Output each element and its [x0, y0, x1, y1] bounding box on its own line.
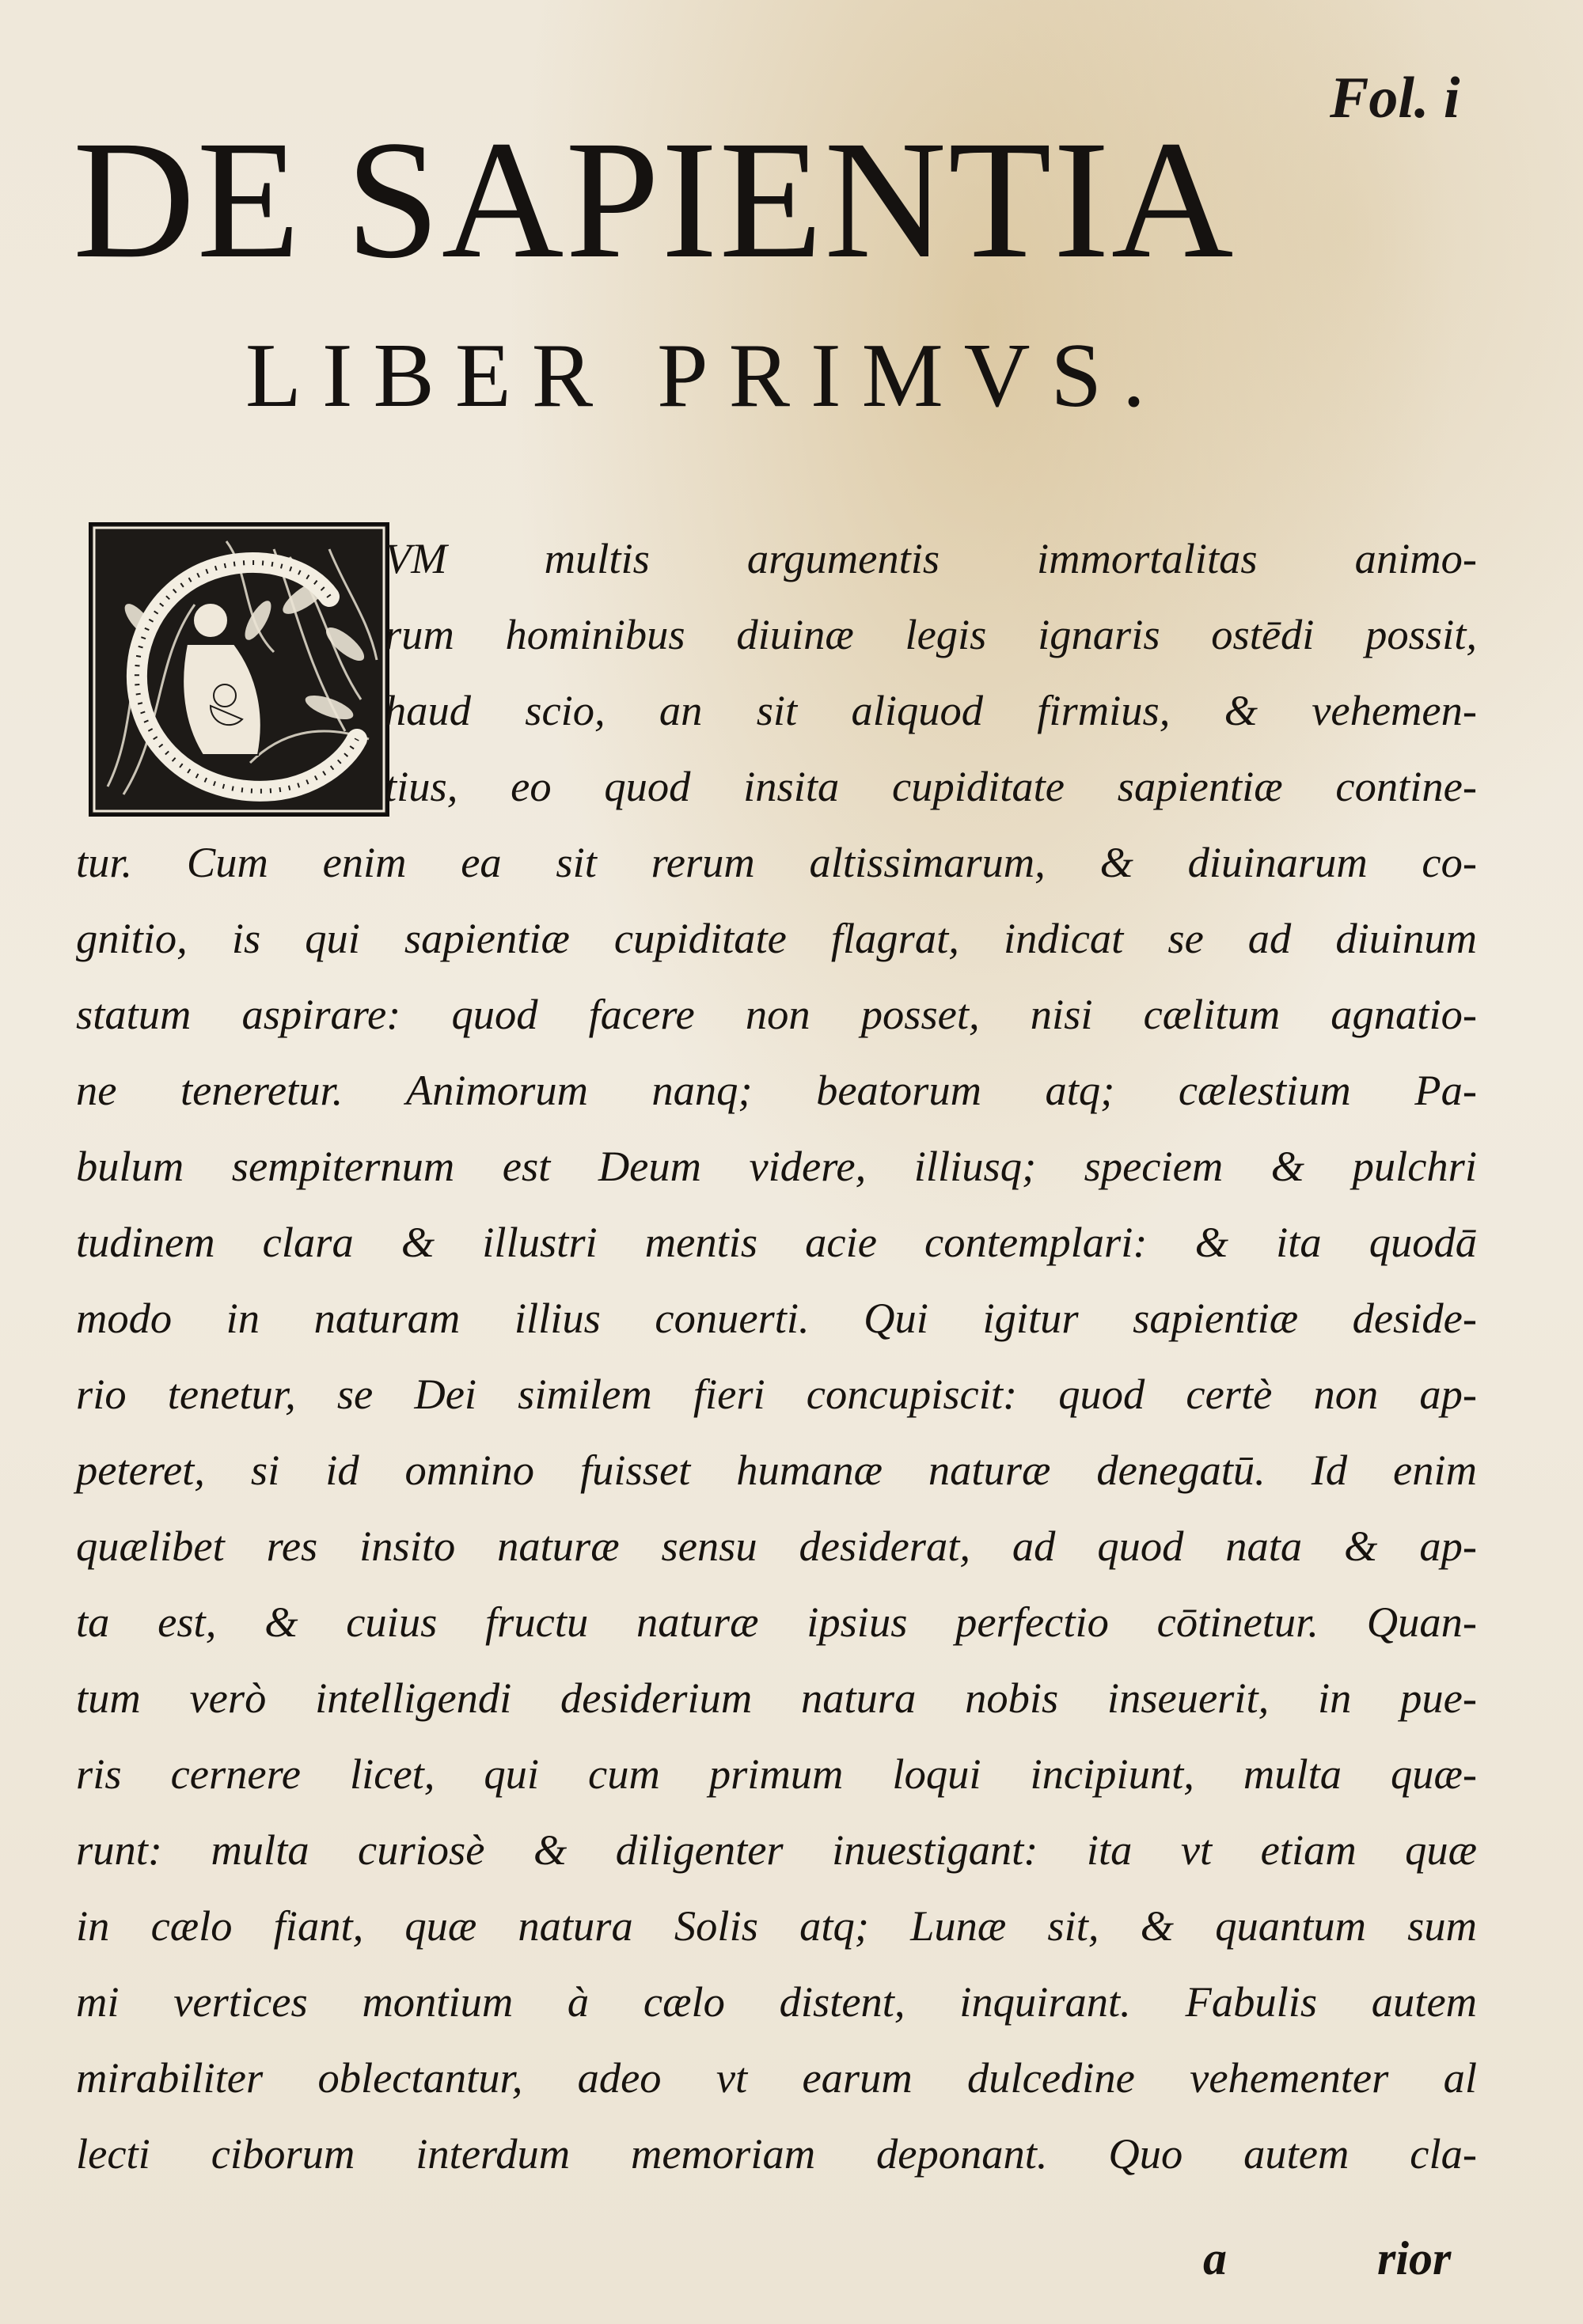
text-line: ne teneretur. Animorum nanq; beatorum atq; cælestium Pa- [76, 1066, 1477, 1114]
text-line: runt: multa curiosè & diligenter inuestigant: ita vt etiam quæ [76, 1825, 1477, 1874]
text-line: haud scio, an sit aliquod firmius, & vehemen- [385, 686, 1477, 734]
text-line: tur. Cum enim ea sit rerum altissimarum, & diuinarum co- [76, 838, 1477, 886]
text-line: ta est, & cuius fructu naturæ ipsius perfectio cōtinetur. Quan- [76, 1598, 1477, 1646]
text-line: ris cernere licet, qui cum primum loqui incipiunt, multa quæ- [76, 1750, 1477, 1798]
text-line: mirabiliter oblectantur, adeo vt earum dulcedine vehementer al [76, 2053, 1477, 2102]
text-line: gnitio, is qui sapientiæ cupiditate flagrat, indicat se ad diuinum [76, 914, 1477, 962]
signature-mark: a [1203, 2232, 1227, 2284]
text-line: lecti ciborum interdum memoriam deponant. Quo autem cla- [76, 2129, 1477, 2178]
text-line: rio tenetur, se Dei similem fieri concupiscit: quod certè non ap- [76, 1370, 1477, 1418]
text-line: mi vertices montium à cælo distent, inquirant. Fabulis autem [76, 1977, 1477, 2026]
book-subtitle: LIBER PRIMVS. [245, 325, 1167, 427]
text-line: rum hominibus diuinæ legis ignaris ostēdi possit, [385, 610, 1477, 658]
text-line: peteret, si id omnino fuisset humanæ naturæ denegatū. Id enim [76, 1446, 1477, 1494]
text-line: in cælo fiant, quæ natura Solis atq; Lunæ sit, & quantum sum [76, 1901, 1477, 1950]
text-line: tudinem clara & illustri mentis acie contemplari: & ita quodā [76, 1218, 1477, 1266]
page-title: DE SAPIENTIA [73, 106, 1236, 294]
text-line: modo in naturam illius conuerti. Qui igitur sapientiæ deside- [76, 1294, 1477, 1342]
text-line: statum aspirare: quod facere non posset, nisi cælitum agnatio- [76, 990, 1477, 1038]
catchword: rior [1377, 2232, 1452, 2284]
text-line: tius, eo quod insita cupiditate sapientiæ contine- [385, 762, 1477, 810]
text-line: quælibet res insito naturæ sensu desiderat, ad quod nata & ap- [76, 1522, 1477, 1570]
text-line: bulum sempiternum est Deum videre, illiusq; speciem & pulchri [76, 1142, 1477, 1190]
decorated-initial-c [89, 522, 389, 817]
woodcut-illustration [92, 525, 386, 813]
folio-number: Fol. i [1330, 66, 1460, 131]
text-line: VM multis argumentis immortalitas animo- [385, 534, 1477, 582]
text-line: tum verò intelligendi desiderium natura nobis inseuerit, in pue- [76, 1674, 1477, 1722]
